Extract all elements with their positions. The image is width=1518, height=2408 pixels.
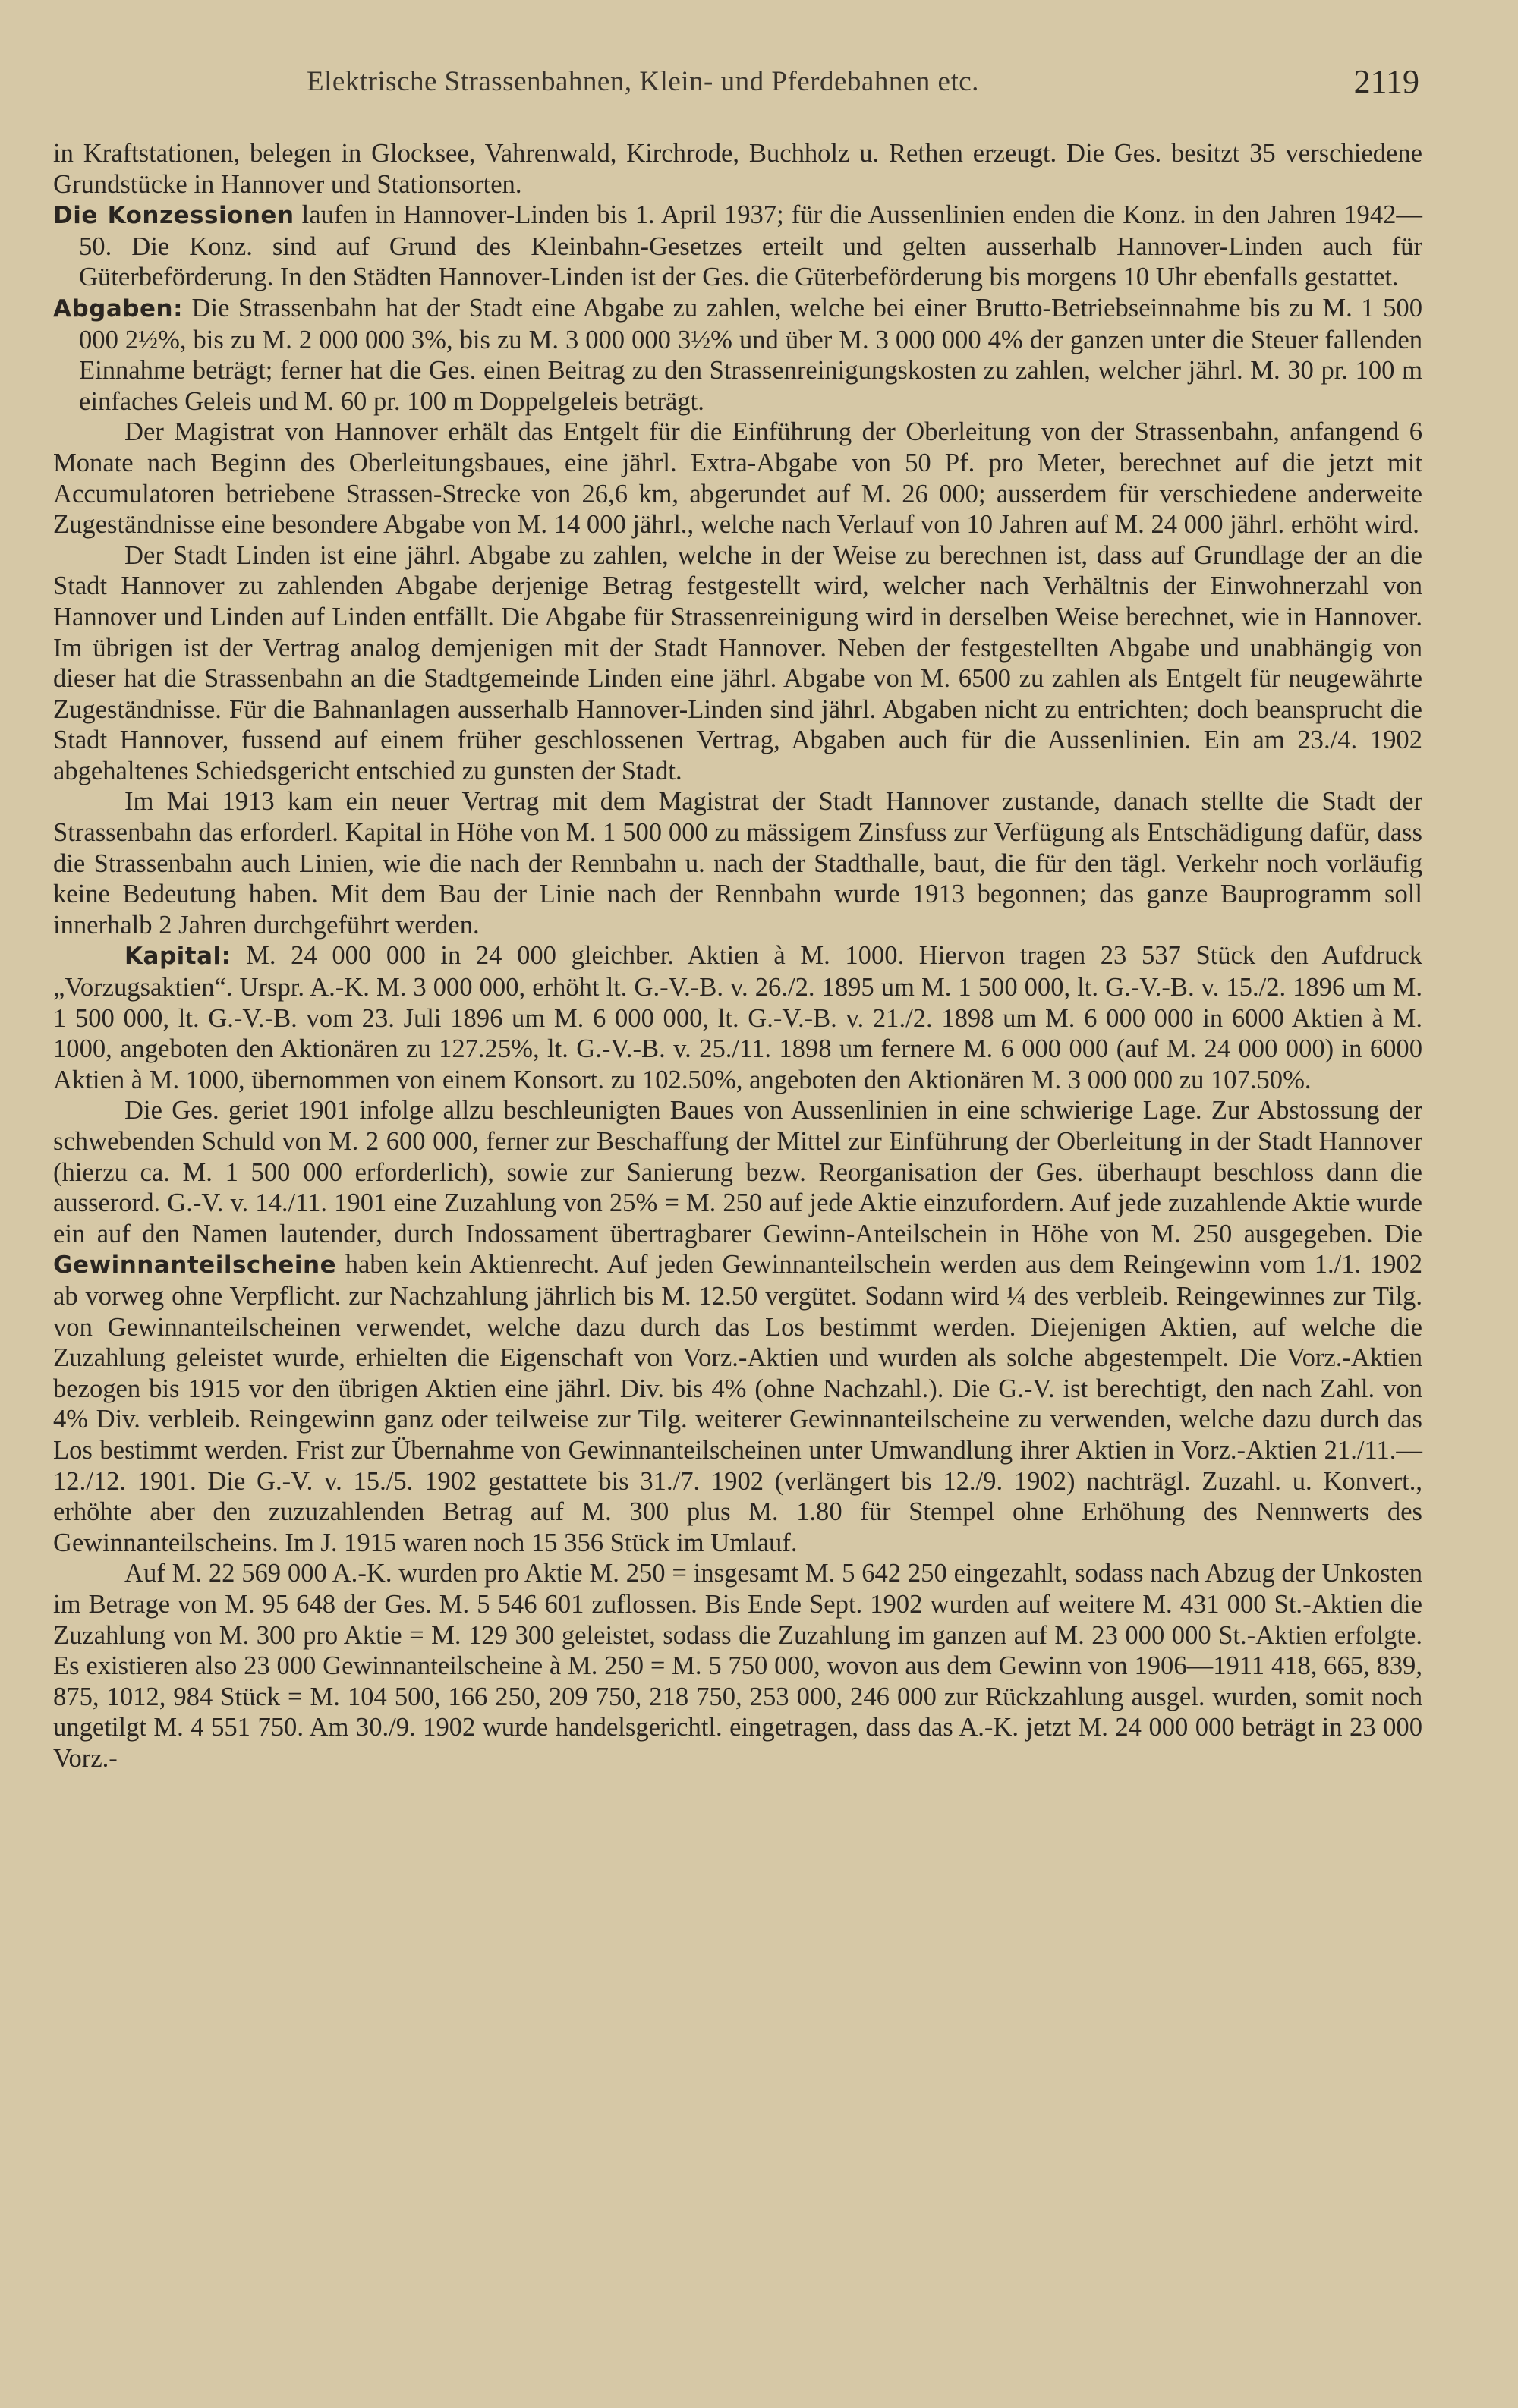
paragraph-text: in Kraftstationen, belegen in Glocksee, Vahrenwald, Kirchrode, Buchholz u. Rethen erzeugt. Die Ges. besitzt 35 verschiedene Grundstücke in Hannover und Stationsorten. [53, 139, 1422, 199]
paragraph-text: haben kein Aktienrecht. Auf jeden Gewinnanteilschein werden aus dem Reingewinn vom 1./1. 1902 ab vorweg ohne Verpflicht. zur Nachzahlung jährlich bis M. 12.50 vergütet. Sodann wird ¼ des verbleib. Reingewinnes zur Tilg. von Gewinnanteilscheinen verwendet, welche dazu durch das Los bestimmt werden. Diejenigen Aktien, auf welche die Zuzahlung geleistet wurde, erhielten die Eigenschaft von Vorz.-Aktien und wurden als solche abgestempelt. Die Vorz.-Aktien bezogen bis 1915 vor den übrigen Aktien eine jährl. Div. bis 4% (ohne Nachzahl.). Die G.-V. ist berechtigt, den nach Zahl. von 4% Div. verbleib. Reingewinn ganz oder teilweise zur Tilg. weiterer Gewinnanteilscheine zu verwenden, welche dazu durch das Los bestimmt werden. Frist zur Übernahme von Gewinnanteilscheinen unter Umwandlung ihrer Aktien in Vorz.-Aktien 21./11.—12./12. 1901. Die G.-V. v. 15./5. 1902 gestattete bis 31./7. 1902 (verlängert bis 12./9. 1902) nachträgl. Zuzahl. u. Konvert., erhöhte aber den zuzuzahlenden Betrag auf M. 300 plus M. 1.80 für Stempel ohne Erhöhung des Nennwerts des Gewinnanteilscheins. Im J. 1915 waren noch 15 356 Stück im Umlauf. [53, 1250, 1422, 1557]
paragraph-magistrat [53, 417, 1422, 540]
section-lead-abgaben: Abgaben: [53, 294, 183, 323]
paragraph-zuzahlung [53, 1558, 1422, 1774]
paragraph-linden [53, 540, 1422, 787]
paragraph-vertrag-1913 [53, 786, 1422, 940]
paragraph-text: Der Magistrat von Hannover erhält das Entgelt für die Einführung der Oberleitung von der Strassenbahn, anfangend 6 Monate nach Beginn des Oberleitungsbaues, eine jährl. Extra-Abgabe von 50 Pf. pro Meter, berechnet auf die jetzt mit Accumulatoren betriebene Strassen-Strecke von 26,6 km, abgerundet auf M. 26 000; ausserdem für verschiedene anderweite Zugeständnisse eine besondere Abgabe von M. 14 000 jährl., welche nach Verlauf von 10 Jahren auf M. 24 000 jährl. erhöht wird. [53, 417, 1422, 540]
running-title: Elektrische Strassenbahnen, Klein- und Pferdebahnen etc. [307, 66, 979, 97]
paragraph-konzessionen [53, 200, 1422, 293]
section-lead-kapital: Kapital: [124, 943, 231, 971]
paragraph-abgaben [53, 293, 1422, 417]
section-lead-gewinnanteilscheine: Gewinnanteilscheine [53, 1251, 337, 1280]
paragraph-text: Die Strassenbahn hat der Stadt eine Abgabe zu zahlen, welche bei einer Brutto-Betriebseinnahme bis zu M. 1 500 000 2½%, bis zu M. 2 000 000 3%, bis zu M. 3 000 000 3½% und über M. 3 000 000 4% der ganzen unter die Steuer fallenden Einnahme beträgt; ferner hat die Ges. einen Beitrag zu den Strassenreinigungskosten zu zahlen, welcher jährl. M. 30 pr. 100 m einfaches Geleis und M. 60 pr. 100 m Doppelgeleis beträgt. [79, 293, 1422, 416]
paragraph-text: M. 24 000 000 in 24 000 gleichber. Aktien à M. 1000. Hiervon tragen 23 537 Stück den Aufdruck „Vorzugsaktien“. Urspr. A.-K. M. 3 000 000, erhöht lt. G.-V.-B. v. 26./2. 1895 um M. 1 500 000, lt. G.-V.-B. v. 15./2. 1896 um M. 1 500 000, lt. G.-V.-B. vom 23. Juli 1896 um M. 6 000 000, lt. G.-V.-B. v. 21./2. 1898 um M. 6 000 000 in 6000 Aktien à M. 1000, angeboten den Aktionären zu 127.25%, lt. G.-V.-B. v. 25./11. 1898 um fernere M. 6 000 000 (auf M. 24 000 000) in 6000 Aktien à M. 1000, übernommen von einem Konsort. zu 102.50%, angeboten den Aktionären M. 3 000 000 zu 107.50%. [53, 941, 1422, 1094]
section-lead-konzessionen: Die Konzessionen [53, 202, 294, 230]
paragraph-text: Der Stadt Linden ist eine jährl. Abgabe zu zahlen, welche in der Weise zu berechnen ist, dass auf Grundlage der an die Stadt Hannover zu zahlenden Abgabe derjenige Betrag festgestellt wird, welcher nach Verhältnis der Einwohnerzahl von Hannover und Linden auf Linden entfällt. Die Abgabe für Strassenreinigung wird in derselben Weise berechnet, wie in Hannover. Im übrigen ist der Vertrag analog demjenigen mit der Stadt Hannover. Neben der festgestellten Abgabe und unabhängig von dieser hat die Strassenbahn an die Stadtgemeinde Linden eine jährl. Abgabe von M. 6500 zu zahlen als Entgelt für neugewährte Zugeständnisse. Für die Bahnanlagen ausserhalb Hannover-Linden sind jährl. Abgaben nicht zu entrichten; doch beansprucht die Stadt Hannover, fussend auf einem früher geschlossenen Vertrag, Abgaben auch für die Aussenlinien. Ein am 23./4. 1902 abgehaltenes Schiedsgericht entschied zu gunsten der Stadt. [53, 540, 1422, 785]
paragraph-kapital [53, 940, 1422, 1095]
paragraph-text: Die Ges. geriet 1901 infolge allzu beschleunigten Baues von Aussenlinien in eine schwierige Lage. Zur Abstossung der schwebenden Schuld von M. 2 600 000, ferner zur Beschaffung der Mittel zur Einführung der Oberleitung in der Stadt Hannover (hierzu ca. M. 1 500 000 erforderlich), sowie zur Sanierung bezw. Reorganisation der Ges. überhaupt beschloss dann die ausserord. G.-V. v. 14./11. 1901 eine Zuzahlung von 25% = M. 250 auf jede Aktie einzufordern. Auf jede zuzahlende Aktie wurde ein auf den Namen lautender, durch Indossament übertragbarer Gewinn-Anteilschein in Höhe von M. 250 ausgegeben. Die [53, 1096, 1422, 1248]
paragraph-text: laufen in Hannover-Linden bis 1. April 1937; für die Aussenlinien enden die Konz. in den Jahren 1942—50. Die Konz. sind auf Grund des Kleinbahn-Gesetzes erteilt und gelten ausserhalb Hannover-Linden auch für Güterbeförderung. In den Städten Hannover-Linden ist der Ges. die Güterbeförderung bis morgens 10 Uhr ebenfalls gestattet. [79, 200, 1422, 292]
page-header [53, 65, 1422, 111]
page-number: 2119 [1353, 63, 1419, 100]
paragraph-text: Auf M. 22 569 000 A.-K. wurden pro Aktie M. 250 = insgesamt M. 5 642 250 eingezahlt, sodass nach Abzug der Unkosten im Betrage von M. 95 648 der Ges. M. 5 546 601 zuflossen. Bis Ende Sept. 1902 wurden auf weitere M. 431 000 St.-Aktien die Zuzahlung von M. 300 pro Aktie = M. 129 300 geleistet, sodass die Zuzahlung im ganzen auf M. 23 000 000 St.-Aktien erfolgte. Es existieren also 23 000 Gewinnanteilscheine à M. 250 = M. 5 750 000, wovon aus dem Gewinn von 1906—1911 418, 665, 839, 875, 1012, 984 Stück = M. 104 500, 166 250, 209 750, 218 750, 253 000, 246 000 zur Rückzahlung ausgel. wurden, somit noch ungetilgt M. 4 551 750. Am 30./9. 1902 wurde handelsgerichtl. eingetragen, dass das A.-K. jetzt M. 24 000 000 beträgt in 23 000 Vorz.- [53, 1559, 1422, 1773]
paragraph-text: Im Mai 1913 kam ein neuer Vertrag mit dem Magistrat der Stadt Hannover zustande, danach stellte die Stadt der Strassenbahn das erforderl. Kapital in Höhe von M. 1 500 000 zu mässigem Zinsfuss zur Verfügung als Entschädigung dafür, dass die Strassenbahn auch Linien, wie die nach der Rennbahn u. nach der Stadthalle, baut, die für den tägl. Verkehr noch vorläufig keine Bedeutung haben. Mit dem Bau der Linie nach der Rennbahn wurde 1913 begonnen; das ganze Bauprogramm soll innerhalb 2 Jahren durchgeführt werden. [53, 787, 1422, 940]
body-text [53, 138, 1422, 1774]
paragraph-sanierung [53, 1095, 1422, 1558]
paragraph-kraftstationen [53, 138, 1422, 200]
